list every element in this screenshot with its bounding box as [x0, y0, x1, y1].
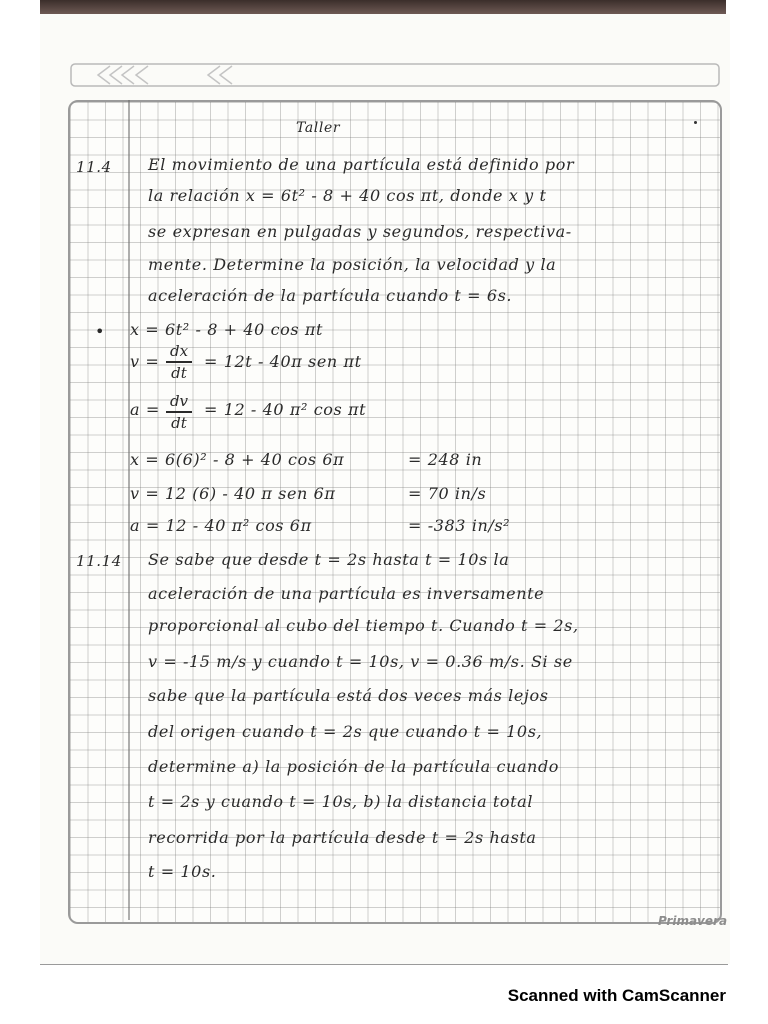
bullet-point: •: [95, 322, 106, 341]
page-title: Taller: [296, 120, 341, 136]
problem-11-14-line-3: proporcional al cubo del tiempo t. Cuando t = 2s,: [148, 616, 579, 635]
scan-bottom-edge: [40, 964, 728, 965]
fraction-bar: [166, 361, 192, 363]
velocity-derivative-fraction: [166, 342, 192, 382]
position-equation: x = 6t² - 8 + 40 cos πt: [130, 320, 324, 339]
problem-11-14-line-8: t = 2s y cuando t = 10s, b) la distancia total: [148, 792, 534, 811]
problem-11-14-line-9: recorrida por la partícula desde t = 2s hasta: [148, 828, 537, 847]
acceleration-fraction-denominator: dt: [171, 413, 187, 432]
problem-11-14-line-5: sabe que la partícula está dos veces más lejos: [148, 686, 549, 705]
problem-11-4-line-5: aceleración de la partícula cuando t = 6s.: [148, 286, 513, 305]
ink-dot: [694, 121, 697, 124]
acceleration-derivative-fraction: [166, 392, 192, 432]
velocity-result: = 70 in/s: [408, 484, 487, 503]
problem-11-4-line-4: mente. Determine la posición, la velocidad y la: [148, 255, 557, 274]
scanner-footer: Scanned with CamScanner: [507, 986, 726, 1005]
problem-11-14-line-6: del origen cuando t = 2s que cuando t = 10s,: [148, 722, 543, 741]
velocity-fraction-denominator: dt: [171, 363, 187, 382]
acceleration-fraction-numerator: dv: [169, 392, 189, 410]
problem-11-14-line-4: v = -15 m/s y cuando t = 10s, v = 0.36 m/s. Si se: [148, 652, 573, 671]
acceleration-substitution: a = 12 - 40 π² cos 6π: [130, 516, 312, 535]
fraction-bar: [166, 411, 192, 413]
problem-11-14-line-7: determine a) la posición de la partícula cuando: [148, 757, 560, 776]
desk-edge: [40, 0, 726, 14]
problem-11-4-line-2: la relación x = 6t² - 8 + 40 cos πt, donde x y t: [148, 186, 547, 205]
position-result: = 248 in: [408, 450, 483, 469]
page-header-decoration: [70, 60, 720, 90]
notebook-brand-watermark: Primavera: [658, 914, 728, 928]
problem-11-14-line-1: Se sabe que desde t = 2s hasta t = 10s la: [148, 550, 510, 569]
acceleration-lhs: a =: [130, 400, 160, 419]
acceleration-equation: = 12 - 40 π² cos πt: [204, 400, 367, 419]
acceleration-result: = -383 in/s²: [408, 516, 511, 535]
position-substitution: x = 6(6)² - 8 + 40 cos 6π: [130, 450, 345, 469]
velocity-lhs: v =: [130, 352, 160, 371]
problem-11-4-line-3: se expresan en pulgadas y segundos, respectiva-: [148, 222, 572, 241]
velocity-fraction-numerator: dx: [169, 342, 189, 360]
problem-11-14-line-10: t = 10s.: [148, 862, 217, 881]
problem-11-4-line-1: El movimiento de una partícula está definido por: [148, 155, 575, 174]
problem-number-11-14: 11.14: [76, 552, 122, 570]
problem-number-11-4: 11.4: [76, 158, 112, 176]
velocity-equation: = 12t - 40π sen πt: [204, 352, 362, 371]
margin-line: [128, 100, 130, 920]
problem-11-14-line-2: aceleración de una partícula es inversamente: [148, 584, 545, 603]
velocity-substitution: v = 12 (6) - 40 π sen 6π: [130, 484, 336, 503]
